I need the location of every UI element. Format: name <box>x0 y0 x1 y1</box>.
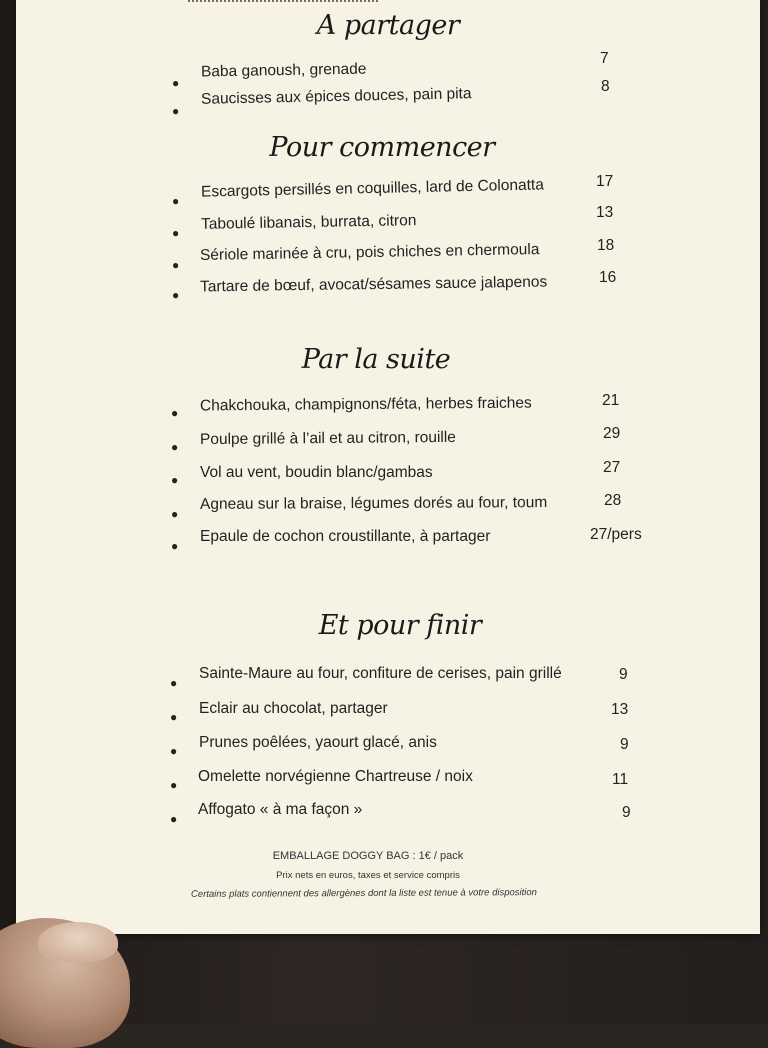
menu-item-price: 27/pers <box>590 526 642 543</box>
bullet-icon: ● <box>172 226 180 240</box>
menu-item-price: 13 <box>611 701 629 718</box>
bullet-icon: ● <box>172 288 180 302</box>
bullet-icon: ● <box>171 507 179 521</box>
menu-item-price: 9 <box>620 736 629 753</box>
bullet-icon: ● <box>172 194 180 208</box>
bullet-icon: ● <box>170 744 178 758</box>
menu-item-price: 27 <box>603 459 621 476</box>
bullet-icon: ● <box>171 473 179 487</box>
hanging-string <box>188 0 378 2</box>
bullet-icon: ● <box>172 76 180 90</box>
bullet-icon: ● <box>170 778 178 792</box>
menu-item-price: 28 <box>604 492 622 509</box>
menu-item-name: Escargots persillés en coquilles, lard de Colonatta <box>200 176 545 201</box>
thumbnail-detail <box>38 922 118 962</box>
bullet-icon: ● <box>170 710 178 724</box>
menu-item-name: Affogato « à ma façon » <box>198 801 363 818</box>
bullet-icon: ● <box>171 406 179 420</box>
menu-item-name: Baba ganoush, grenade <box>200 60 367 81</box>
menu-item-price: 21 <box>602 392 620 409</box>
menu-item-price: 13 <box>596 204 614 221</box>
prices-note: Prix nets en euros, taxes et service compris <box>276 870 460 881</box>
bullet-icon: ● <box>172 104 180 118</box>
section-title-et-pour-finir: Et pour finir <box>318 610 482 641</box>
menu-item-price: 9 <box>622 804 631 821</box>
menu-page <box>16 0 760 934</box>
section-title-par-la-suite: Par la suite <box>301 344 451 375</box>
menu-item-name: Poulpe grillé à l’ail et au citron, rouille <box>199 428 456 449</box>
menu-item-price: 8 <box>601 78 610 95</box>
bullet-icon: ● <box>171 539 179 553</box>
bullet-icon: ● <box>171 440 179 454</box>
menu-item-name: Chakchouka, champignons/féta, herbes fraiches <box>199 394 532 415</box>
menu-item-name: Sériole marinée à cru, pois chiches en chermoula <box>199 241 540 264</box>
menu-item-name: Omelette norvégienne Chartreuse / noix <box>198 768 473 785</box>
menu-item-name: Agneau sur la braise, légumes dorés au four, toum <box>199 494 548 513</box>
bullet-icon: ● <box>170 812 178 826</box>
menu-item-name: Prunes poêlées, yaourt glacé, anis <box>199 734 437 751</box>
allergens-note: Certains plats contiennent des allergènes dont la liste est tenue à votre disposition <box>191 887 537 900</box>
bullet-icon: ● <box>170 676 178 690</box>
menu-item-name: Epaule de cochon croustillante, à partager <box>200 528 491 545</box>
menu-item-price: 18 <box>597 237 615 254</box>
menu-item-price: 17 <box>596 173 614 190</box>
doggy-bag-note: EMBALLAGE DOGGY BAG : 1€ / pack <box>272 850 464 862</box>
menu-item-name: Saucisses aux épices douces, pain pita <box>200 85 472 108</box>
menu-item-name: Sainte-Maure au four, confiture de cerises, pain grillé <box>199 665 562 682</box>
bullet-icon: ● <box>172 258 180 272</box>
menu-item-price: 16 <box>599 269 617 286</box>
menu-item-name: Eclair au chocolat, partager <box>199 700 388 717</box>
menu-item-name: Vol au vent, boudin blanc/gambas <box>200 464 433 481</box>
menu-item-price: 9 <box>619 666 628 683</box>
menu-item-price: 7 <box>600 50 609 67</box>
menu-item-price: 29 <box>603 425 621 442</box>
menu-item-price: 11 <box>612 771 629 788</box>
menu-item-name: Taboulé libanais, burrata, citron <box>200 212 417 233</box>
section-title-a-partager: A partager <box>316 10 460 41</box>
menu-item-name: Tartare de bœuf, avocat/sésames sauce jalapenos <box>199 273 548 296</box>
section-title-pour-commencer: Pour commencer <box>269 132 495 163</box>
